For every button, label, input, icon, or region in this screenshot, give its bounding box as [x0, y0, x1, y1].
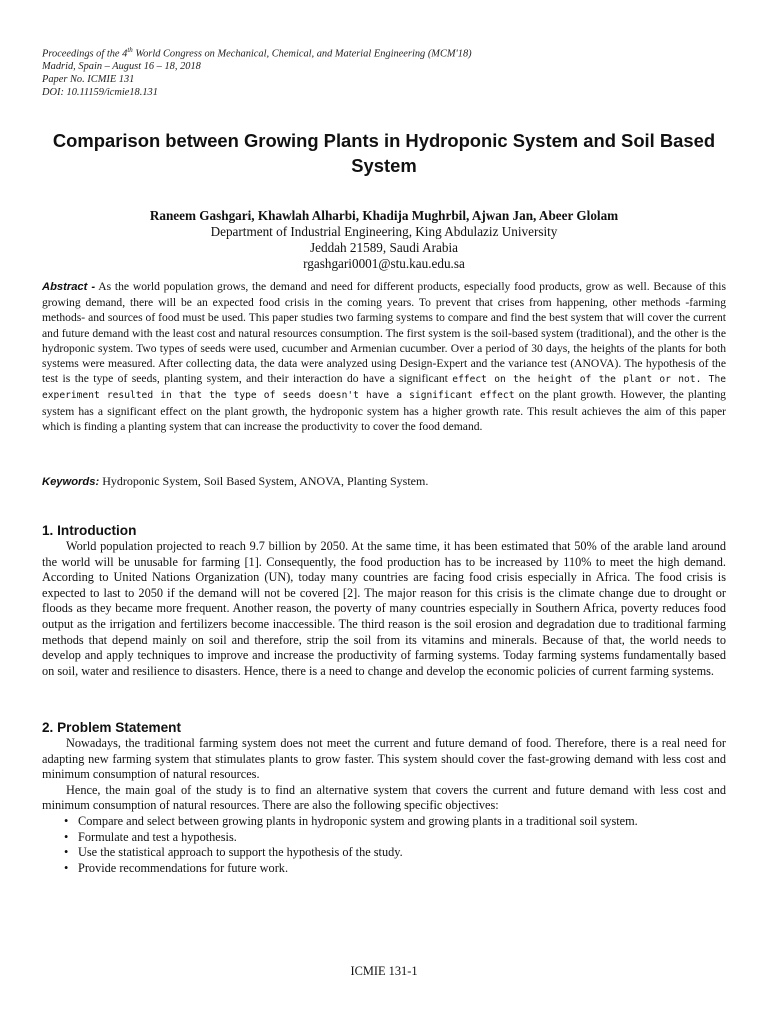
abstract-text-2: on the plant growth. However, the planting system has a significant effect on the plant growth, the hydroponic system has a higher growth rate. This result achieves the aim of this paper which is finding a planting system that can increase the productivity to cover the food demand. [42, 388, 726, 433]
header-line-3: Paper No. ICMIE 131 [42, 74, 135, 86]
keywords [42, 474, 726, 489]
paper-title: Comparison between Growing Plants in Hydroponic System and Soil Based System [52, 130, 716, 176]
author-block [42, 208, 726, 272]
objectives-list [42, 814, 726, 876]
problem-paragraph-2: Hence, the main goal of the study is to find an alternative system that covers the current and future demand with less cost and minimum consumption of natural resources. There are also the following specific objectives: [42, 782, 726, 813]
objective-item: • Formulate and test a hypothesis. [64, 830, 726, 846]
header-line-2: Madrid, Spain – August 16 – 18, 2018 [42, 61, 201, 73]
abstract [42, 279, 726, 434]
author-email: rgashgari0001@stu.kau.edu.sa [303, 256, 465, 271]
objective-item: • Provide recommendations for future work. [64, 861, 726, 877]
objective-item: • Use the statistical approach to support the hypothesis of the study. [64, 845, 726, 861]
header-line-1: Proceedings of the 4th World Congress on Mechanical, Chemical, and Material Engineering (MCM'18) [42, 46, 472, 60]
section-problem-statement [42, 720, 726, 876]
header-doi: DOI: 10.11159/icmie18.131 [42, 87, 158, 99]
section-introduction [42, 523, 726, 679]
abstract-text-mono: effect on the height of the plant or not. The experiment resulted in that the type of seeds doesn't have a significant effect [42, 374, 726, 402]
author-department: Department of Industrial Engineering, King Abdulaziz University [210, 224, 558, 239]
page-footer: ICMIE 131-1 [350, 964, 418, 978]
author-address: Jeddah 21589, Saudi Arabia [310, 240, 458, 255]
intro-heading: 1. Introduction [42, 523, 137, 538]
problem-heading: 2. Problem Statement [42, 720, 181, 735]
keywords-colon: : [95, 476, 100, 488]
abstract-text-1: As the world population grows, the demand and need for different products, especially food products, grow as well. Because of this growing demand, there will be an expected food crisis in the coming years. To prevent that crises from happening, other methods -farming methods- and sources of food must be used. This paper studies two farming systems to compare and find the best system that will cover the current and future demand with the least cost and natural resources consumption. The first system is the soil-based system (traditional), and the other is the hydroponic system. Two types of seeds were used, cucumber and Armenian cucumber. Over a period of 30 days, the heights of the plants for both systems were measured. After collecting data, the data were analyzed using Design-Expert and the variance test (ANOVA). The hypothesis of the test is the type of seeds, planting system, and their interaction do have a significant [42, 280, 727, 386]
problem-paragraph-1: Nowadays, the traditional farming system does not meet the current and future demand of food. Therefore, there is a real need for adapting new farming system that stimulates plants to grow faster. This system should cover the fast-growing demand with less cost and minimum consumption of natural resources. [42, 736, 726, 782]
objective-item: • Compare and select between growing plants in hydroponic system and growing plants in a traditional soil system. [64, 814, 726, 830]
keywords-text: Hydroponic System, Soil Based System, ANOVA, Planting System. [99, 474, 429, 488]
keywords-label: Keywords [42, 476, 96, 488]
intro-paragraph: World population projected to reach 9.7 billion by 2050. At the same time, it has been estimated that 50% of the arable land around the world will be unusable for farming [1]. Consequently, the food production has to be increased by 110% to meet the high demand. According to United Nations Organization (UN), today many countries are facing food crisis especially in Africa. The food crisis is expected to last to 2050 if the demand will not be covered [2]. The major reason for this crisis is the climate change due to drought or floods as they became more frequent. Another reason, the poverty of many countries especially in Southern Africa, poverty reduces food output as the irrigation and fertilizers become inaccessible. The third reason is the soil erosion and degradation due to traditional farming methods that depend mainly on soil and therefore, strip the soil from its vitamins and minerals. Because of that, the world needs to develop and apply techniques to improve and increase the productivity of farming systems. Today farming systems fundamentally based on soil, water and resilience to disasters. Hence, there is a need to change and develop the economic policies of current farming systems. [42, 539, 726, 678]
author-names: Raneem Gashgari, Khawlah Alharbi, Khadija Mughrbil, Ajwan Jan, Abeer Glolam [149, 208, 619, 223]
abstract-label: Abstract - [42, 281, 96, 293]
proceedings-header [42, 44, 472, 99]
